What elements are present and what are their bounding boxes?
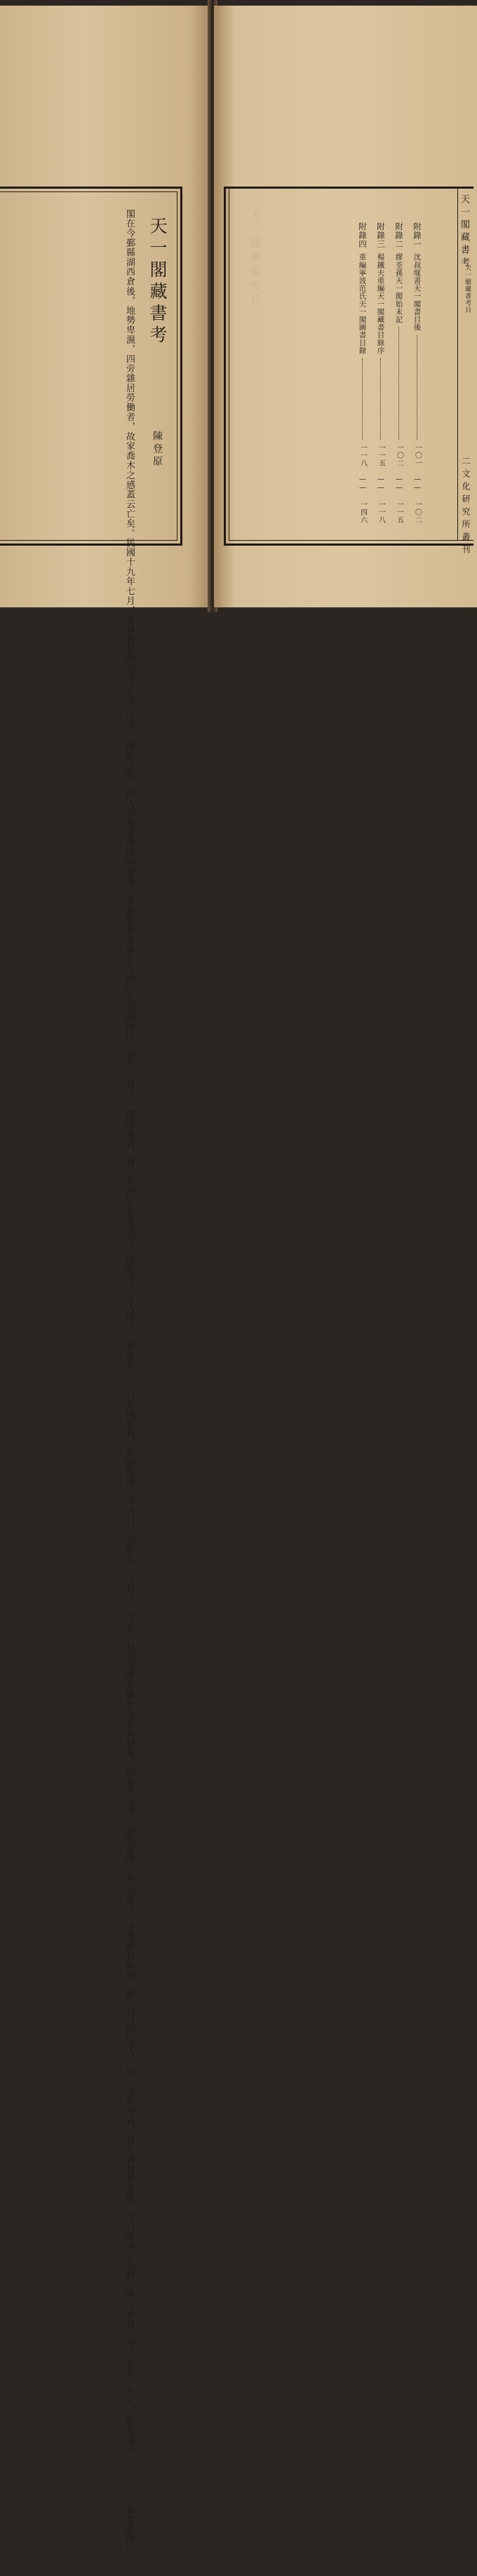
toc-label: 附錄二 <box>394 222 404 249</box>
toc-title: 沈叔埏書天一閣書目後 <box>412 252 422 331</box>
right-page <box>214 6 477 607</box>
toc-label: 附錄四 <box>358 222 368 249</box>
series-name-text: 文化研究所叢刊 <box>461 469 471 558</box>
toc-leader <box>362 358 363 440</box>
series-name <box>460 457 472 558</box>
toc-leader <box>380 358 382 440</box>
toc-pages: 一〇二 —— 一一五 <box>395 444 403 524</box>
left-text-frame <box>0 187 182 2576</box>
body-column: 而入，問人亦無知者，當年畫棟橫朱樓，今日塵埃在荊棘，撫今視昔，亦可哀矣。 <box>124 2038 135 2387</box>
body-column: 入之，始從牆隙中…… <box>124 2476 135 2576</box>
body-column: 明掌故，余猶憶新會梁先生談次及梨洲謝山，梁氏以爲天一閣所藏書，實大 <box>124 857 135 1178</box>
toc-title: 重編寧波范氏天一閣圖書目錄 <box>358 252 367 354</box>
faded-show-through-title: 天一閣藏書考目 <box>249 210 260 308</box>
left-page <box>0 6 210 2576</box>
toc-title: 繆荃孫天一閣始末記 <box>394 252 403 323</box>
article-author: 陳登原 <box>152 431 163 468</box>
article-body <box>123 209 136 2576</box>
toc-leader <box>417 335 418 440</box>
page-number: 二 <box>461 457 471 469</box>
toc-label: 附錄三 <box>376 222 386 249</box>
running-head-title: 天一閣藏書考 <box>459 194 469 270</box>
body-column: 一日久雨新霽，道路泥濘，不可行，余偕友三人爲天一之遊，杜君天縻年雖 <box>124 1380 135 1700</box>
toc-label: 附錄一 <box>412 222 422 249</box>
body-column: 壯而意氣猶豪，因推爲先導，鳥歌泥滑，相向道苦，卒後雖見垣牆，顧不得其門 <box>124 1699 135 2039</box>
toc-leader <box>398 327 400 440</box>
toc-entry <box>394 222 405 524</box>
body-column: 民國十九年七月，余執教於湖西市立女子中學，課餘之暇，同人等抵掌論四 <box>124 538 135 858</box>
toc-entry <box>357 222 368 524</box>
article-title: 天一閣藏書考 <box>147 217 168 347</box>
left-inner-border <box>0 191 177 2576</box>
toc-entry <box>375 222 387 524</box>
running-head-subtitle: 天一閣藏書考目 <box>464 264 471 313</box>
toc-entry <box>412 222 423 524</box>
body-column: 閣在今鄞縣湖西倉後，地勢卑濕，四旁雜居勞働者，故家喬木之感蓋云亡矣。 <box>124 209 135 539</box>
body-column: 久之，始從牆中…… <box>124 2387 135 2477</box>
right-inner-border <box>229 189 473 558</box>
toc-pages: 一一八 —— 一四六 <box>358 444 367 524</box>
right-text-frame <box>224 187 473 558</box>
toc-title: 楊鐵夫重編天一閣藏書目錄序 <box>376 252 385 354</box>
toc-pages: 一〇一 —— 一〇二 <box>413 444 422 524</box>
body-column: 有助於黃萬全等，因從甬上友人問天一掌故焉。 <box>124 1177 135 1380</box>
toc-pages: 一一五 —— 一一八 <box>377 444 385 524</box>
